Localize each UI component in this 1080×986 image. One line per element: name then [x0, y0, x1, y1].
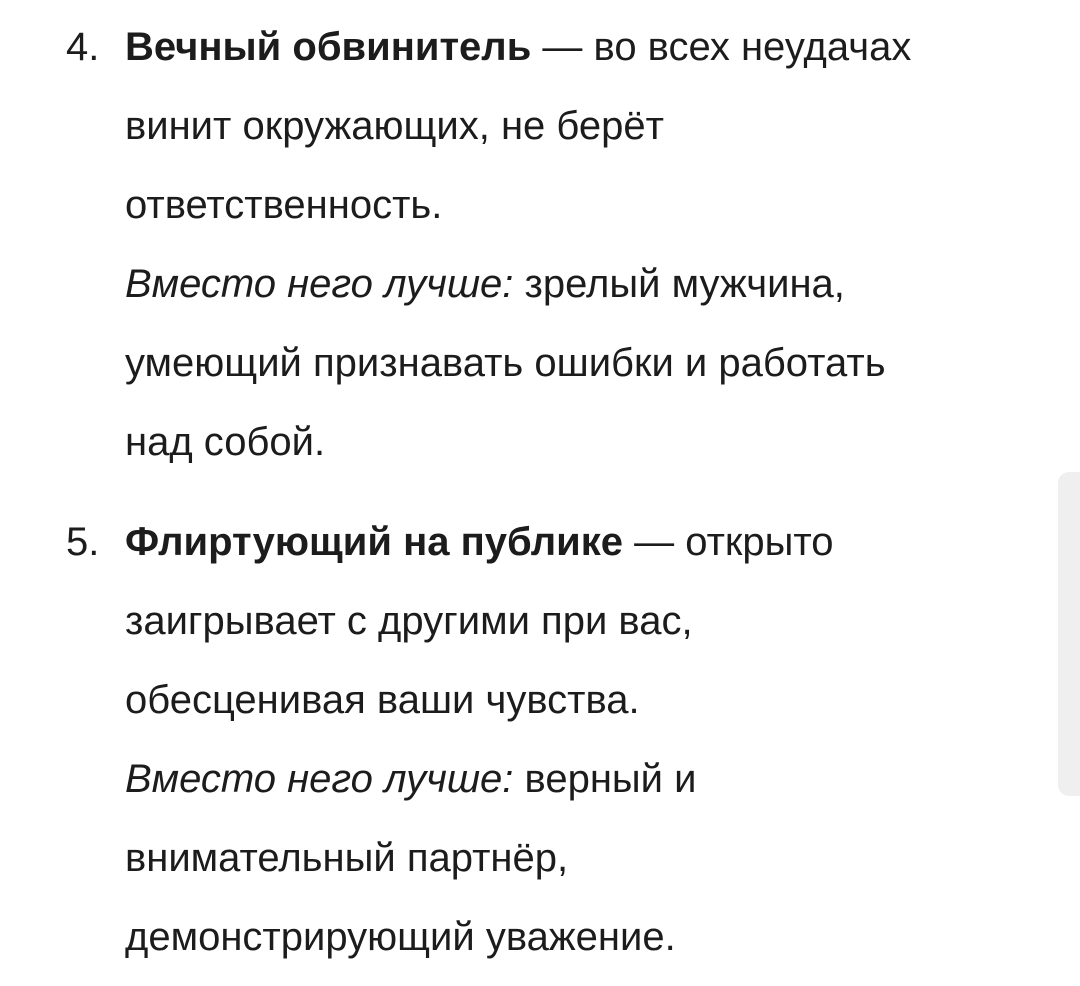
item-better-line	[125, 245, 1025, 324]
better-label: Вместо него лучше:	[125, 262, 514, 306]
list-item	[0, 8, 1040, 482]
list-item-body	[125, 503, 1025, 977]
item-line	[125, 8, 1025, 87]
scrollbar-thumb[interactable]	[1058, 472, 1080, 796]
better-text-line: над собой.	[125, 420, 326, 464]
list-item-number: 4.	[66, 25, 100, 69]
list-item-number: 5.	[66, 520, 100, 564]
list-item	[0, 503, 1040, 977]
better-text-line: демонстрирующий уважение.	[125, 915, 676, 959]
item-term: Вечный обвинитель	[125, 25, 532, 69]
item-term: Флиртующий на публике	[125, 520, 623, 564]
item-description-line: ответственность.	[125, 183, 443, 227]
item-description-line: винит окружающих, не берёт	[125, 104, 664, 148]
item-description-start: — открыто	[623, 520, 834, 564]
better-text: зрелый мужчина,	[513, 262, 845, 306]
item-description-start: — во всех неудачах	[531, 25, 912, 69]
item-line	[125, 503, 1025, 582]
better-text-line: внимательный партнёр,	[125, 836, 569, 880]
item-description-line: обесценивая ваши чувства.	[125, 678, 640, 722]
better-text-line: умеющий признавать ошибки и работать	[125, 341, 886, 385]
item-better-line	[125, 740, 1025, 819]
item-description-line: заигрывает с другими при вас,	[125, 599, 693, 643]
better-label: Вместо него лучше:	[125, 757, 514, 801]
list-item-body	[125, 8, 1025, 482]
better-text: верный и	[513, 757, 697, 801]
